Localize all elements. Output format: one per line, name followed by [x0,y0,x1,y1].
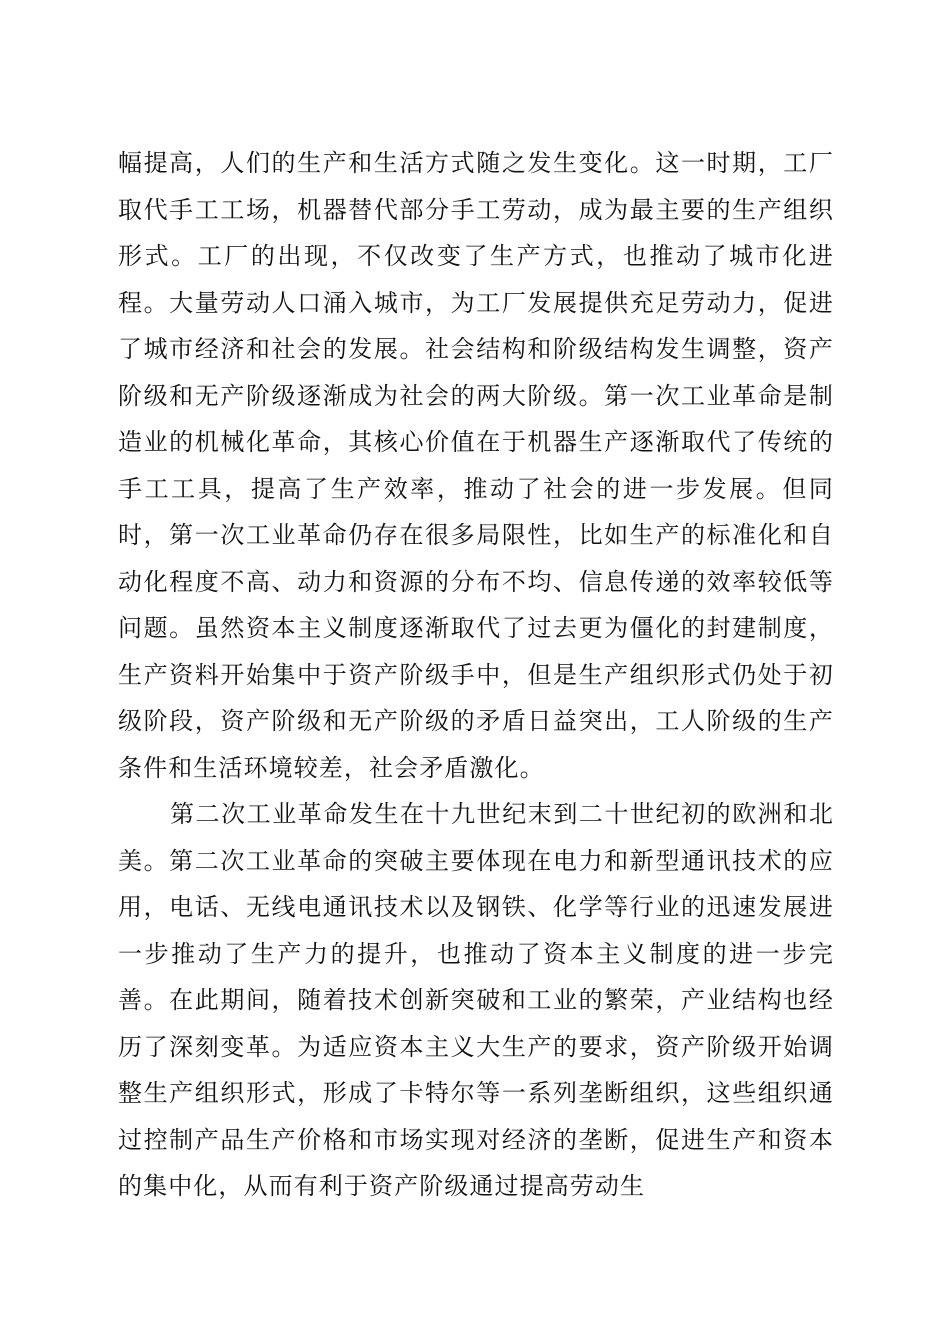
body-text [118,140,834,1210]
paragraph-continued: 幅提高，人们的生产和生活方式随之发生变化。这一时期，工厂取代手工工场，机器替代部分手工劳动，成为最主要的生产组织形式。工厂的出现，不仅改变了生产方式，也推动了城市化进程。大量劳动人口涌入城市，为工厂发展提供充足劳动力，促进了城市经济和社会的发展。社会结构和阶级结构发生调整，资产阶级和无产阶级逐渐成为社会的两大阶级。第一次工业革命是制造业的机械化革命，其核心价值在于机器生产逐渐取代了传统的手工工具，提高了生产效率，推动了社会的进一步发展。但同时，第一次工业革命仍存在很多局限性，比如生产的标准化和自动化程度不高、动力和资源的分布不均、信息传递的效率较低等问题。虽然资本主义制度逐渐取代了过去更为僵化的封建制度，生产资料开始集中于资产阶级手中，但是生产组织形式仍处于初级阶段，资产阶级和无产阶级的矛盾日益突出，工人阶级的生产条件和生活环境较差，社会矛盾激化。 [118,149,834,782]
paragraph-second-industrial-revolution: 第二次工业革命发生在十九世纪末到二十世纪初的欧洲和北美。第二次工业革命的突破主要体现在电力和新型通讯技术的应用，电话、无线电通讯技术以及钢铁、化学等行业的迅速发展进一步推动了生产力的提升，也推动了资本主义制度的进一步完善。在此期间，随着技术创新突破和工业的繁荣，产业结构也经历了深刻变革。为适应资本主义大生产的要求，资产阶级开始调整生产组织形式，形成了卡特尔等一系列垄断组织，这些组织通过控制产品生产价格和市场实现对经济的垄断，促进生产和资本的集中化，从而有利于资产阶级通过提高劳动生 [118,800,834,1200]
